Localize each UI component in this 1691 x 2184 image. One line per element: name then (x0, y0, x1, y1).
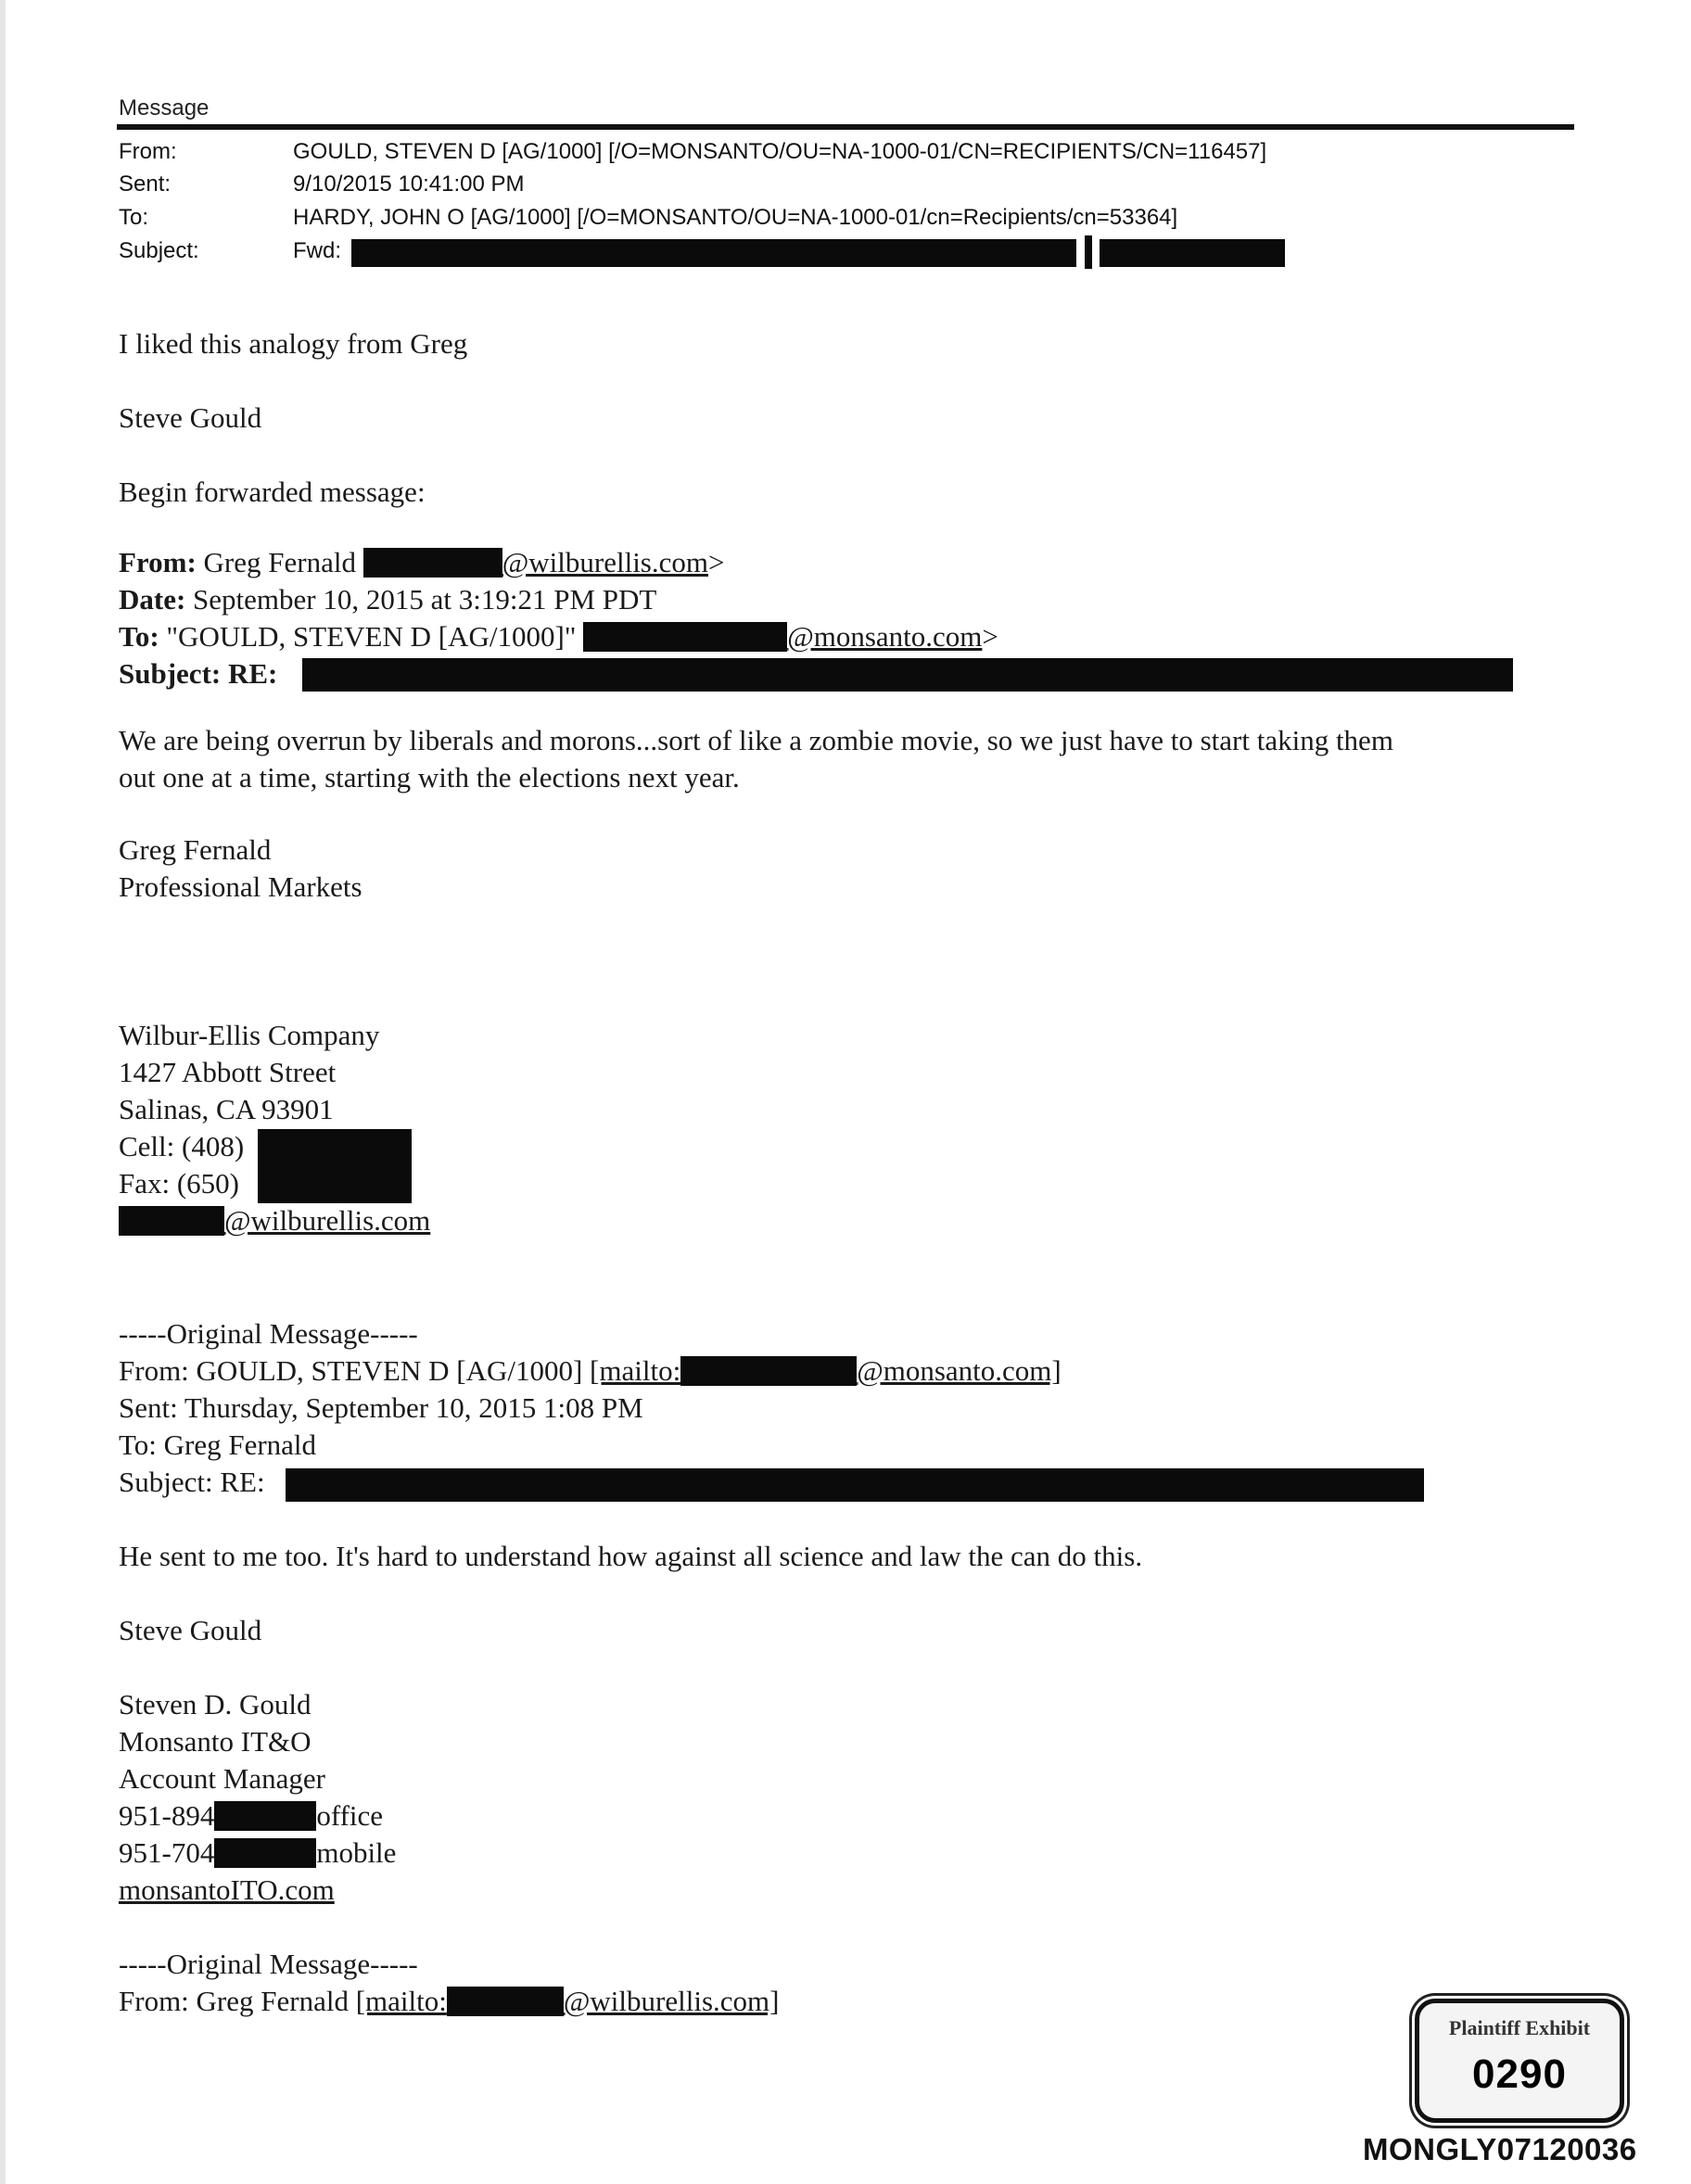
redaction-fwd-subject (302, 658, 1513, 692)
fwd-to-close: > (982, 620, 998, 653)
exhibit-number: 0290 (1472, 2051, 1567, 2097)
steve-sig-office-row (119, 1798, 383, 1834)
original-1-to: To: Greg Fernald (119, 1428, 317, 1461)
redaction-steve-mobile (214, 1838, 316, 1868)
fwd-from-email-link[interactable]: @wilburellis.com (502, 546, 708, 578)
redaction-greg-email (119, 1206, 224, 1236)
steve-sig-title: Account Manager (119, 1762, 325, 1795)
bates-number: MONGLY07120036 (1363, 2132, 1637, 2166)
fwd-date-value: September 10, 2015 at 3:19:21 PM PDT (193, 583, 657, 616)
greg-sig-street: 1427 Abbott Street (119, 1056, 337, 1088)
steve-sig-mobile-suffix: mobile (316, 1836, 397, 1869)
header-subject-value: Fwd: (293, 238, 342, 263)
fwd-date-row (119, 582, 656, 617)
greg-sig-name: Greg Fernald (119, 833, 272, 866)
redaction-original-1-subject (286, 1468, 1424, 1502)
header-sent-value: 9/10/2015 10:41:00 PM (293, 171, 525, 197)
fwd-from-close: > (708, 546, 725, 578)
original-1-from-row (119, 1353, 1062, 1389)
original-2-mailto-open[interactable]: [mailto: (355, 1985, 447, 2017)
intro-line: I liked this analogy from Greg (119, 327, 468, 360)
fwd-from-row (119, 545, 724, 580)
original-2-from-label: From: Greg Fernald (119, 1985, 349, 2017)
steve-sig-mobile-row (119, 1835, 396, 1871)
fwd-to-value: "GOULD, STEVEN D [AG/1000]" (166, 620, 577, 653)
fwd-subject-label: Subject: RE: (119, 657, 278, 690)
steve-sig-office-suffix: office (316, 1799, 384, 1832)
scan-edge (0, 0, 6, 2184)
original-1-mailto-open[interactable]: [mailto: (590, 1354, 681, 1387)
original-2-mailto-tail[interactable]: @wilburellis.com] (563, 1985, 780, 2017)
steve-sig-mobile-prefix: 951-704 (119, 1836, 215, 1869)
steve-message-signature: Steve Gould (119, 1614, 262, 1646)
original-2-divider: -----Original Message----- (119, 1948, 418, 1980)
original-1-sent: Sent: Thursday, September 10, 2015 1:08 PM (119, 1391, 643, 1424)
original-1-divider: -----Original Message----- (119, 1317, 418, 1350)
redaction-fwd-from-email (363, 548, 502, 578)
original-1-from-label: From: (119, 1354, 189, 1387)
redaction-header-subject (351, 239, 1076, 267)
greg-sig-company: Wilbur-Ellis Company (119, 1019, 380, 1051)
greg-sig-email-row (119, 1203, 430, 1238)
message-type-label: Message (119, 95, 210, 121)
original-1-from-value: GOULD, STEVEN D [AG/1000] (196, 1354, 583, 1387)
redaction-original-2-email (447, 1987, 564, 2016)
fwd-to-email-link[interactable]: @monsanto.com (787, 620, 983, 653)
fwd-from-label: From: (119, 546, 197, 578)
greg-sig-fax: Fax: (650) (119, 1167, 240, 1200)
steve-sig-office-prefix: 951-894 (119, 1799, 215, 1832)
fwd-to-label: To: (119, 620, 159, 653)
header-to-label: To: (119, 205, 149, 230)
redaction-steve-office (214, 1801, 316, 1831)
redaction-greg-phone-fax (258, 1129, 412, 1203)
plaintiff-exhibit-sticker (1415, 1999, 1624, 2123)
header-subject-label: Subject: (119, 238, 199, 263)
original-1-subject: Subject: RE: (119, 1466, 265, 1498)
greg-sig-city: Salinas, CA 93901 (119, 1093, 334, 1125)
exhibit-title: Plaintiff Exhibit (1448, 2016, 1591, 2039)
steve-sig-website-link[interactable]: monsantoITO.com (119, 1873, 335, 1906)
header-sent-label: Sent: (119, 171, 172, 197)
fwd-subject-row (119, 656, 277, 692)
redaction-header-subject-2 (1100, 239, 1285, 267)
header-rule (117, 124, 1574, 130)
redaction-header-subject-mark (1085, 235, 1092, 269)
greg-message-line-1: We are being overrun by liberals and morons...sort of like a zombie movie, so we just have to start taking them (119, 724, 1393, 756)
greg-message-line-2: out one at a time, starting with the elections next year. (119, 761, 740, 794)
fwd-to-row (119, 619, 998, 654)
header-to-value: HARDY, JOHN O [AG/1000] [/O=MONSANTO/OU=NA-1000-01/cn=Recipients/cn=53364] (293, 205, 1178, 230)
steve-sig-name: Steven D. Gould (119, 1688, 312, 1721)
steve-message-line: He sent to me too. It's hard to understand how against all science and law the can do this. (119, 1540, 1143, 1572)
original-2-from-row (119, 1984, 779, 2019)
greg-sig-cell: Cell: (408) (119, 1130, 245, 1162)
fwd-from-name: Greg Fernald (203, 546, 356, 578)
greg-sig-email-link[interactable]: @wilburellis.com (224, 1204, 431, 1237)
steve-sig-org: Monsanto IT&O (119, 1725, 312, 1758)
intro-signature: Steve Gould (119, 401, 262, 434)
original-1-mailto-tail[interactable]: @monsanto.com] (857, 1354, 1062, 1387)
greg-sig-title: Professional Markets (119, 870, 362, 903)
header-from-value: GOULD, STEVEN D [AG/1000] [/O=MONSANTO/OU=NA-1000-01/CN=RECIPIENTS/CN=116457] (293, 139, 1267, 164)
redaction-fwd-to-email (583, 622, 787, 652)
fwd-date-label: Date: (119, 583, 186, 616)
header-from-label: From: (119, 139, 177, 164)
redaction-original-1-email (680, 1356, 857, 1386)
forwarded-label: Begin forwarded message: (119, 476, 426, 508)
